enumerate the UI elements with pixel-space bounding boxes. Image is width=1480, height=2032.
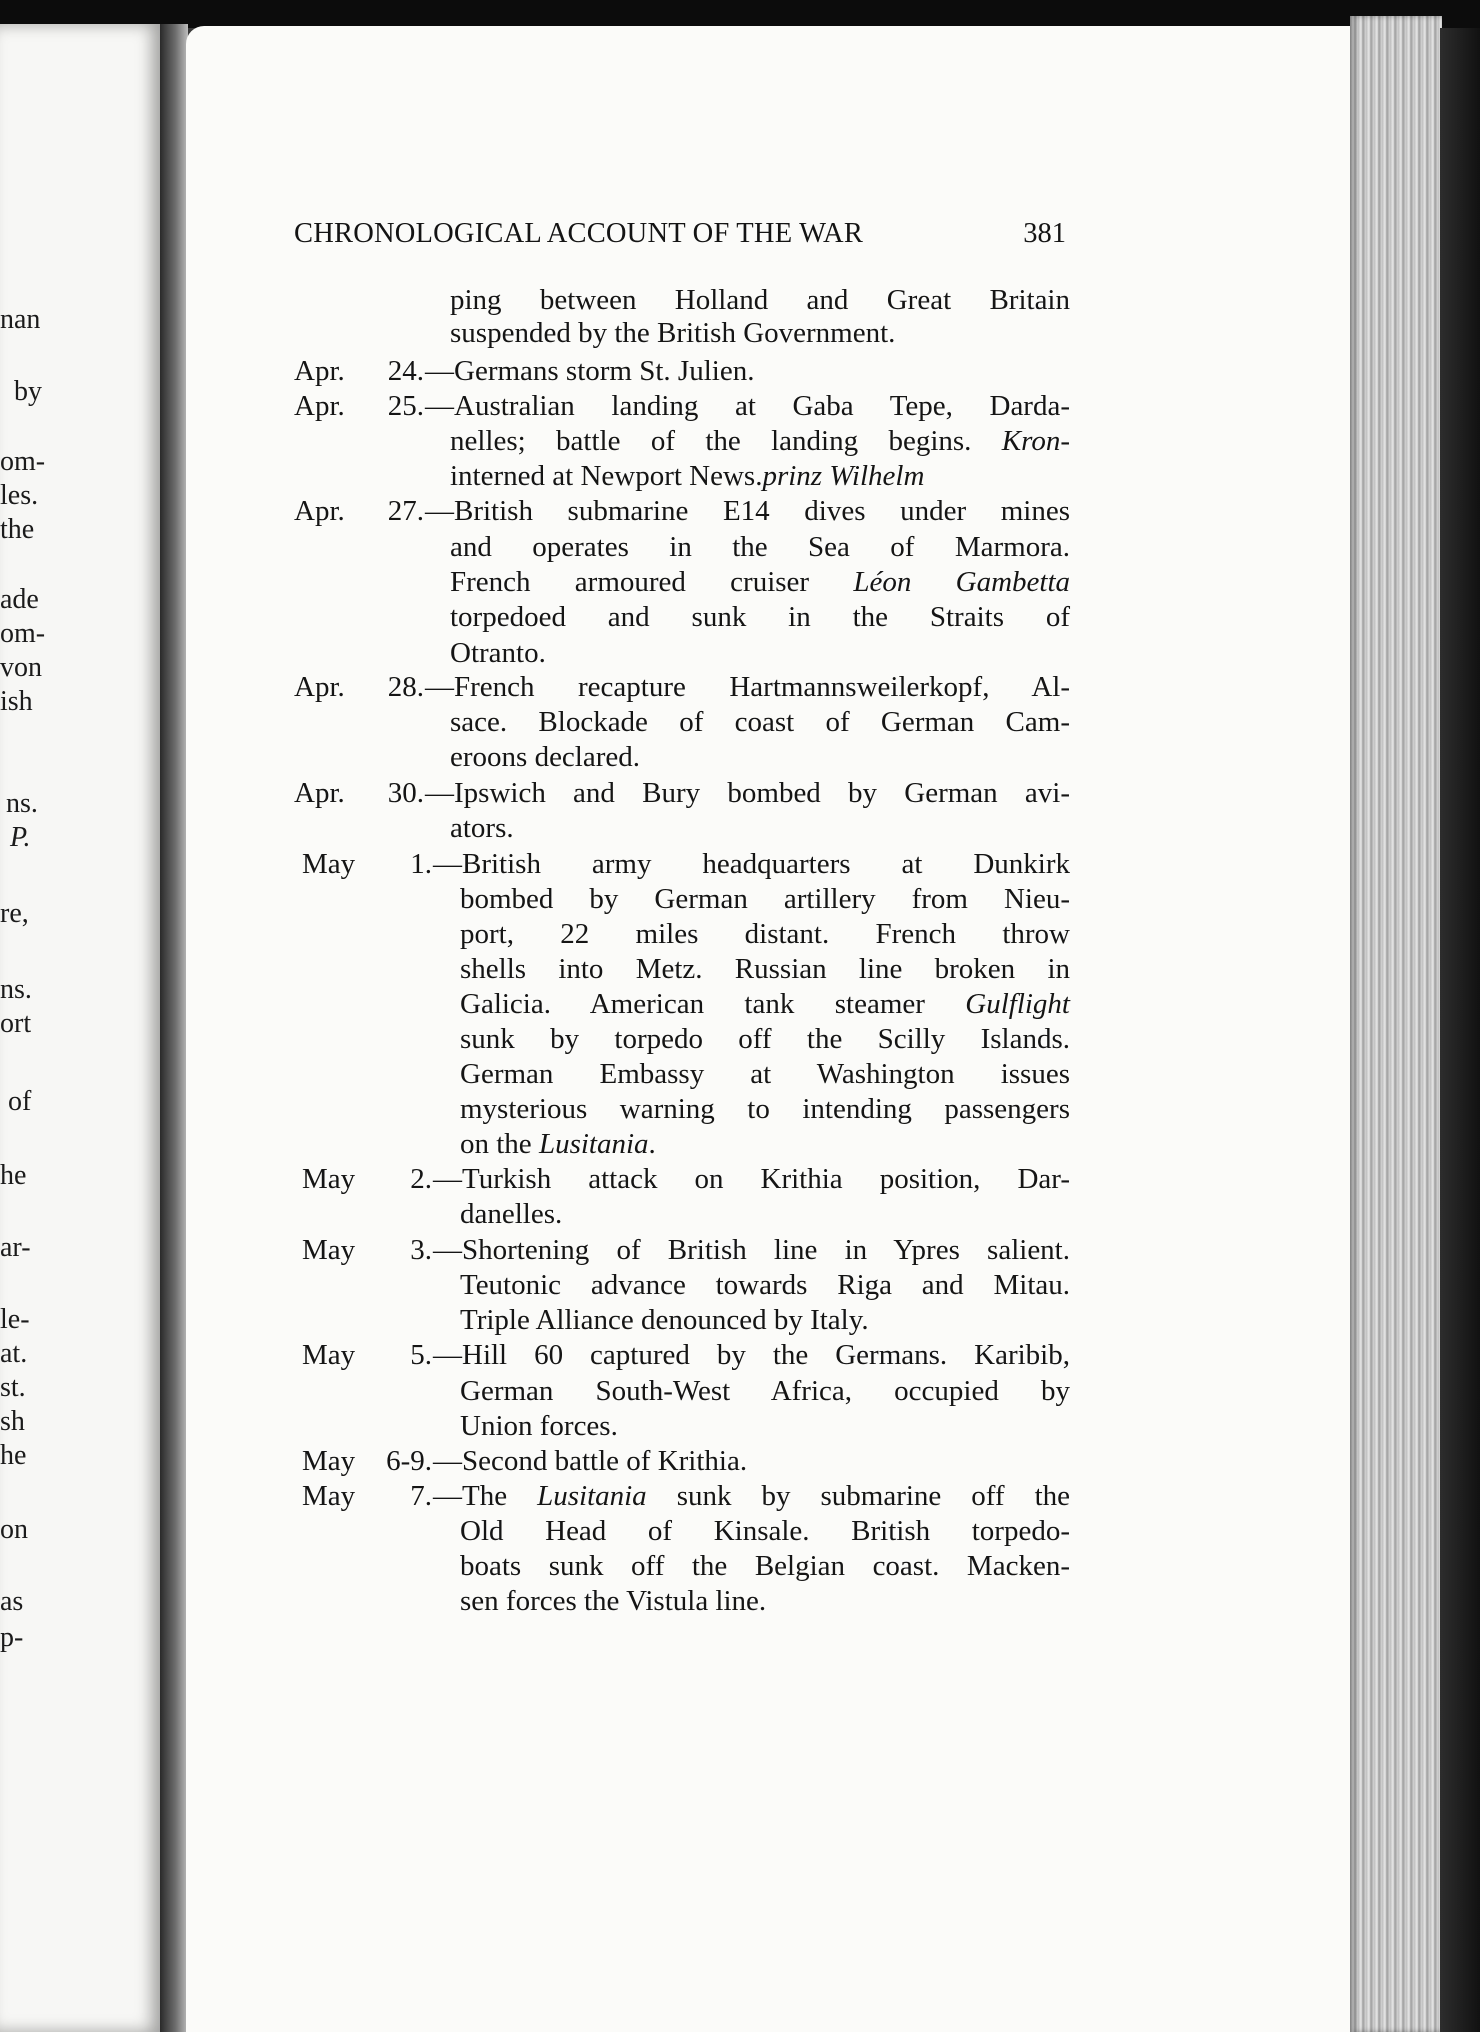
left-page-fragment: ort [0,1008,32,1039]
text-line [450,636,1070,670]
entry-month: May [302,848,356,880]
entry-month: Apr. [294,671,345,703]
left-page-fragment: he [0,1440,27,1471]
line-text: —Turkish attack on Krithia position, Dar- [433,1163,1070,1195]
left-page-fragment: at. [0,1338,28,1369]
text-line [460,1057,1070,1091]
entry-date [302,1479,432,1513]
left-page-fragment: the [0,514,35,545]
italic-ship-name: Lusitania [537,1480,647,1512]
left-page-fragment: sh [0,1406,25,1437]
left-page-fragment: by [14,376,42,407]
left-page-fragment: nan [0,304,41,335]
entry-month: May [302,1339,356,1371]
line-text: ping between Holland and Great Britain [450,284,1070,316]
line-text: —Hill 60 captured by the Germans. Karibib, [433,1339,1070,1371]
entry-day: 2. [410,1163,432,1195]
entry-month: Apr. [294,390,345,422]
entry-day: 27. [387,495,424,527]
line-text: torpedoed and sunk in the Straits of [450,601,1070,633]
line-text: nelles; battle of the landing begins. [450,425,972,457]
text-line [460,987,1070,1021]
entry-month: May [302,1163,356,1195]
line-text: Otranto. [450,637,546,669]
line-text: mysterious warning to intending passengers [460,1093,1070,1125]
left-page-fragment: p- [0,1622,24,1653]
line-text: sace. Blockade of coast of German Cam- [450,706,1070,738]
italic-ship-name: Lusitania [538,1128,649,1160]
left-page-fragment: ade [0,584,39,615]
left-page-fragment: ns. [0,974,32,1005]
italic-ship-name: Gulflight [965,988,1070,1020]
line-text: French armoured cruiser [450,566,854,598]
text-line [460,1092,1070,1126]
entry-date [294,670,424,704]
text-line [460,1268,1070,1302]
italic-ship-name: Léon Gambetta [853,566,1071,598]
left-page-fragment: le- [0,1304,30,1335]
text-line [425,354,1070,388]
line-text: —French recapture Hartmannsweilerkopf, Al- [425,671,1070,703]
text-line [450,740,1070,774]
entry-month: May [302,1445,356,1477]
text-line [433,1444,1070,1478]
line-text: port, 22 miles distant. French throw [460,918,1070,950]
line-text: Union forces. [460,1410,618,1442]
text-line [450,316,1070,350]
line-text: shells into Metz. Russian line broken in [460,953,1070,985]
line-text: bombed by German artillery from Nieu- [460,883,1070,915]
text-line [460,1303,1070,1337]
entry-date [294,389,424,423]
text-line [460,1409,1070,1443]
line-text: on the [460,1128,539,1160]
text-line [460,1514,1070,1548]
left-page-fragment: P. [10,822,31,853]
left-page-fragment: on [0,1514,28,1545]
line-text: —Germans storm St. Julien. [425,355,755,387]
left-page-fragment: les. [0,480,39,511]
left-page-fragment: re, [0,898,29,929]
line-text: and operates in the Sea of Marmora. [450,531,1070,563]
entry-month: Apr. [294,495,345,527]
text-line [433,1479,1070,1513]
line-text-tail: . [648,1128,656,1160]
left-page-fragment: st. [0,1372,26,1403]
left-page-fragment: om- [0,618,46,649]
entry-day: 28. [387,671,424,703]
line-text: Teutonic advance towards Riga and Mitau. [460,1269,1070,1301]
line-text: —The [433,1480,538,1512]
text-line [450,424,1070,458]
entry-date [294,354,424,388]
text-line [425,389,1070,423]
italic-ship-name: Kron- [1001,425,1070,457]
entry-day: 3. [410,1234,432,1266]
line-text: —Australian landing at Gaba Tepe, Darda- [425,390,1070,422]
text-line [460,1584,1070,1618]
text-line [450,565,1070,599]
text-line [460,952,1070,986]
entry-date [294,494,424,528]
text-line [460,1374,1070,1408]
line-text: Galicia. American tank steamer [460,988,966,1020]
entry-date [302,1338,432,1372]
line-text: German Embassy at Washington issues [460,1058,1070,1090]
text-line [450,600,1070,634]
left-page-fragment: as [0,1586,24,1617]
entry-date [302,1162,432,1196]
text-line [433,1233,1070,1267]
line-text: eroons declared. [450,741,641,773]
entry-month: Apr. [294,777,345,809]
text-line [460,882,1070,916]
line-text: German South-West Africa, occupied by [460,1375,1070,1407]
text-line [450,530,1070,564]
text-line [460,1127,1070,1161]
line-text: boats sunk off the Belgian coast. Macken- [460,1550,1070,1582]
line-text: —Shortening of British line in Ypres salient. [433,1234,1070,1266]
line-text-tail: sunk by submarine off the [646,1480,1070,1512]
line-text: suspended by the British Government. [450,317,896,349]
text-line [425,670,1070,704]
left-page-fragment: ns. [6,788,38,819]
entry-day: 30. [387,777,424,809]
entry-day: 6-9. [386,1445,432,1477]
left-page-fragment: ish [0,686,33,717]
text-line [450,705,1070,739]
line-text: —British submarine E14 dives under mines [425,495,1070,527]
entry-date [302,847,432,881]
line-text: ators. [450,812,514,844]
text-line [433,1162,1070,1196]
entry-date [302,1233,432,1267]
line-text: interned at Newport News. [450,460,763,492]
entry-day: 1. [410,848,432,880]
text-line [425,494,1070,528]
text-line [450,459,1070,493]
text-line [460,917,1070,951]
entry-day: 25. [387,390,424,422]
text-line [425,776,1070,810]
entry-day: 7. [410,1480,432,1512]
line-text: sen forces the Vistula line. [460,1585,767,1617]
line-text: —British army headquarters at Dunkirk [433,848,1070,880]
entry-month: May [302,1480,356,1512]
text-line [433,847,1070,881]
text-line [460,1022,1070,1056]
left-page-fragment: he [0,1160,27,1191]
line-text: Old Head of Kinsale. British torpedo- [460,1515,1070,1547]
left-page-fragment: ar- [0,1232,31,1263]
line-text: danelles. [460,1198,563,1230]
entry-date [302,1444,432,1478]
left-page-fragment: of [8,1086,32,1117]
text-line [460,1549,1070,1583]
entry-month: May [302,1234,356,1266]
page-number: 381 [1023,218,1066,249]
italic-ship-name: prinz Wilhelm [762,460,925,492]
line-text: Triple Alliance denounced by Italy. [460,1304,869,1336]
line-text: —Second battle of Krithia. [433,1445,748,1477]
text-line [460,1197,1070,1231]
left-page-fragment: von [0,652,42,683]
entry-date [294,776,424,810]
left-page-fragment: om- [0,446,46,477]
entry-month: Apr. [294,355,345,387]
entry-day: 24. [387,355,424,387]
header-title: CHRONOLOGICAL ACCOUNT OF THE WAR [294,218,864,249]
line-text: —Ipswich and Bury bombed by German avi- [425,777,1070,809]
entry-day: 5. [410,1339,432,1371]
text-line [433,1338,1070,1372]
text-line [450,283,1070,317]
line-text: sunk by torpedo off the Scilly Islands. [460,1023,1070,1055]
text-line [450,811,1070,845]
